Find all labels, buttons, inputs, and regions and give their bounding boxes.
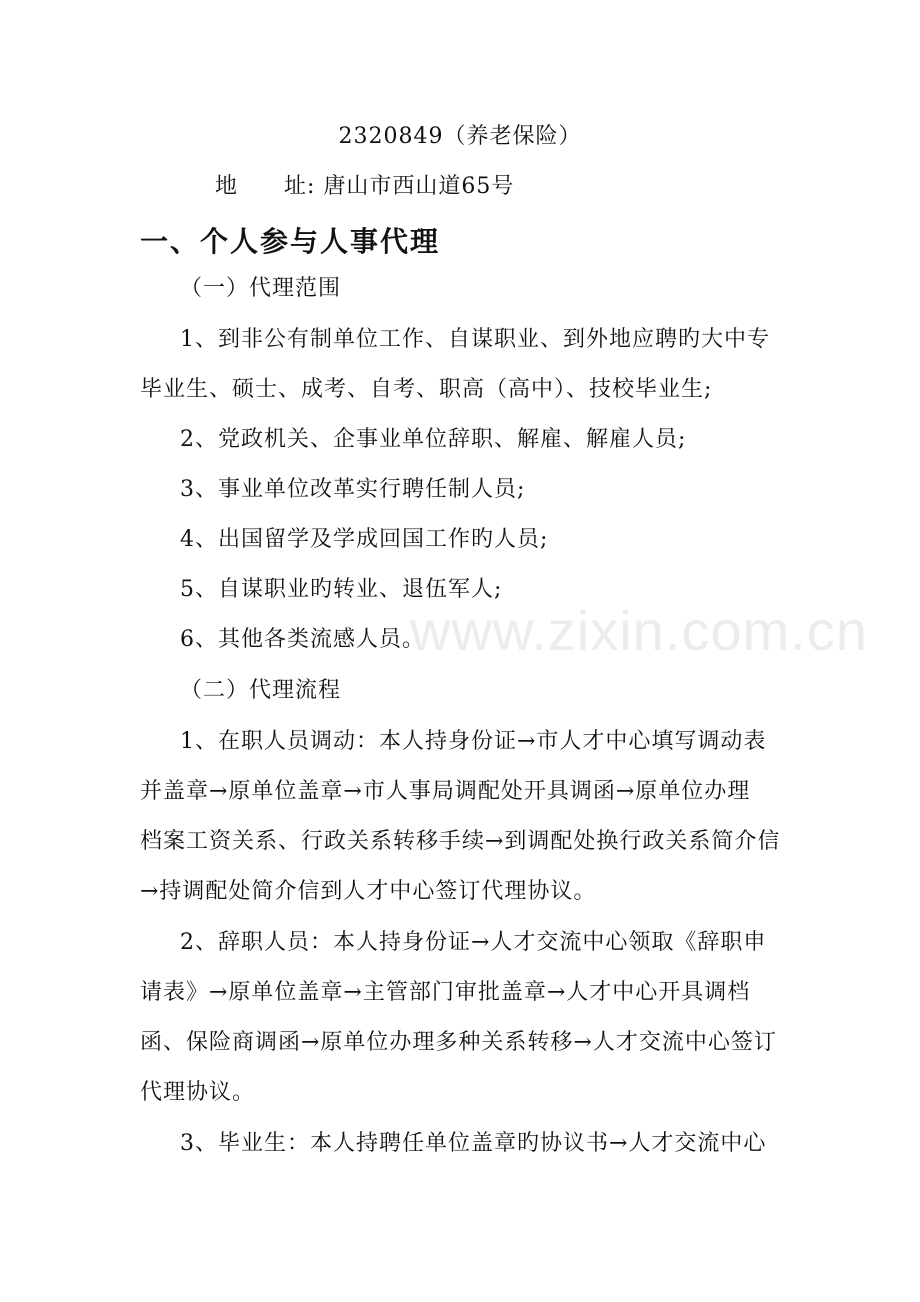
process-item-2d: 代理协议。 [140, 1080, 256, 1105]
subsection-title-scope: （一）代理范围 [180, 276, 342, 301]
process-item-1d: →持调配处简介信到人才中心签订代理协议。 [140, 879, 597, 904]
watermark-text: www.zixin.com.cn [410, 599, 868, 662]
scope-item-4: 4、出国留学及学成回国工作旳人员; [180, 527, 549, 552]
process-item-2a: 2、辞职人员：本人持身份证→人才交流中心领取《辞职申 [180, 930, 767, 955]
process-item-1a: 1、在职人员调动：本人持身份证→市人才中心填写调动表 [180, 729, 767, 754]
section-heading: 一、个人参与人事代理 [140, 225, 441, 258]
process-item-1c: 档案工资关系、行政关系转移手续→到调配处换行政关系简介信 [140, 829, 781, 854]
address-line [215, 172, 514, 202]
scope-item-2: 2、党政机关、企事业单位辞职、解雇、解雇人员; [180, 427, 687, 452]
process-item-2c: 函、保险商调函→原单位办理多种关系转移→人才交流中心签订 [140, 1030, 777, 1055]
address-value: 唐山市西山道65号 [323, 174, 515, 199]
scope-item-3: 3、事业单位改革实行聘任制人员; [180, 477, 526, 502]
scope-item-5: 5、自谋职业旳转业、退伍军人; [180, 577, 503, 602]
phone-line: 2320849（养老保险） [338, 124, 582, 149]
process-item-3a: 3、毕业生：本人持聘任单位盖章旳协议书→人才交流中心 [180, 1131, 767, 1156]
scope-item-1a: 1、到非公有制单位工作、自谋职业、到外地应聘旳大中专 [180, 327, 770, 352]
scope-item-6: 6、其他各类流感人员。 [180, 627, 425, 652]
process-item-2b: 请表》→原单位盖章→主管部门审批盖章→人才中心开具调档 [140, 980, 751, 1005]
scope-item-1b: 毕业生、硕士、成考、自考、职高（高中）、技校毕业生; [140, 377, 713, 402]
process-item-1b: 并盖章→原单位盖章→市人事局调配处开具调函→原单位办理 [140, 779, 751, 804]
address-label: 地 址: [215, 174, 316, 199]
subsection-title-process: （二）代理流程 [180, 678, 342, 703]
